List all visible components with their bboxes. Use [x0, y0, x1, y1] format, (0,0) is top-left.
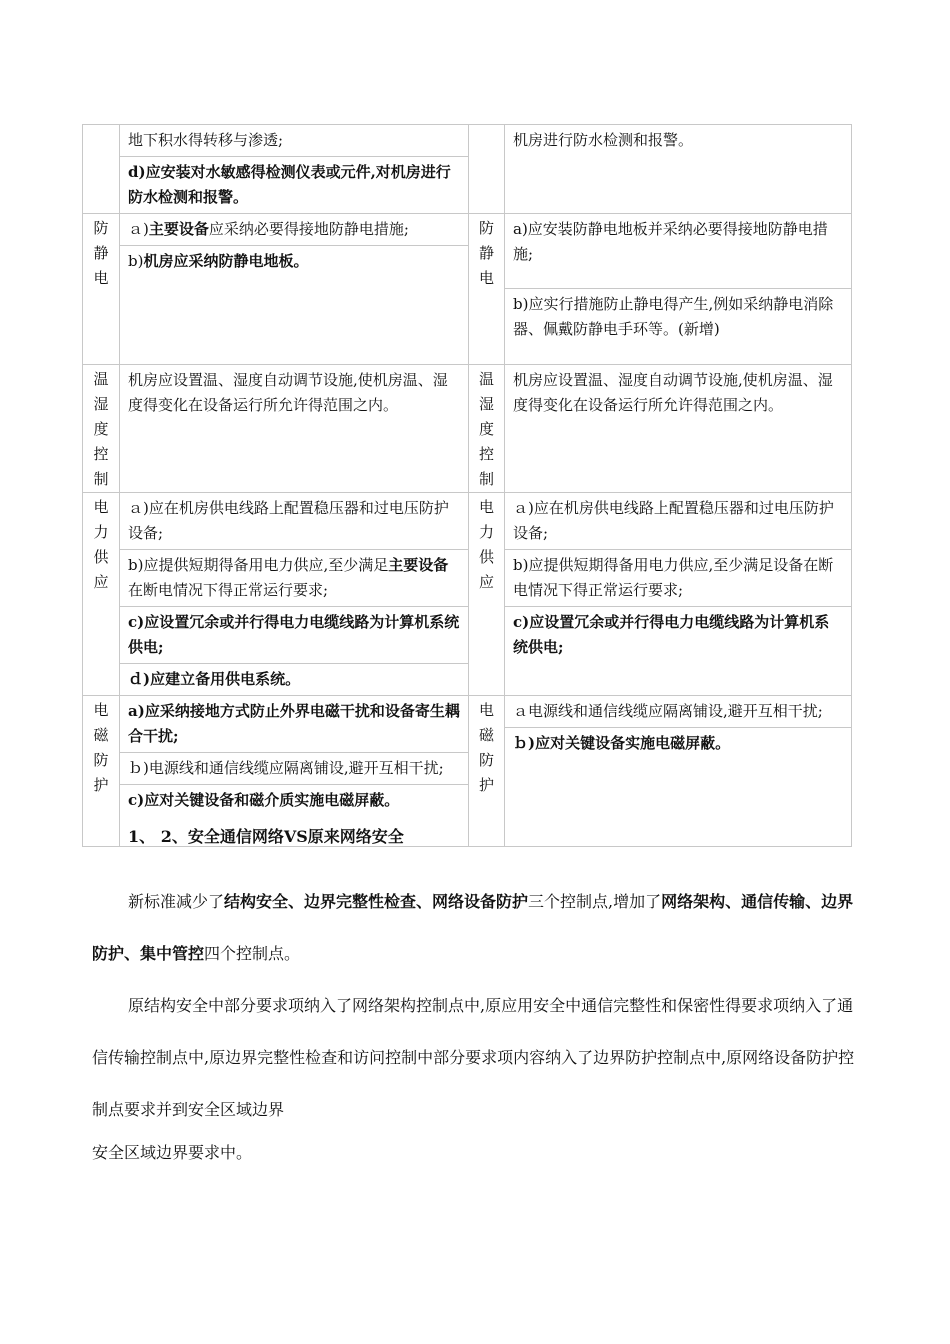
requirement-item: ｂ)应对关键设备实施电磁屏蔽。 — [505, 727, 851, 759]
category-label: 电 力 供 应 — [478, 498, 494, 591]
category-label: 电 磁 防 护 — [478, 701, 494, 794]
right-requirements-cell — [505, 125, 852, 214]
text-run: c)应设置冗余或并行得电力电缆线路为计算机系统供电; — [128, 613, 460, 656]
right-category-cell — [469, 696, 505, 847]
text-run: ａ) — [128, 220, 149, 238]
table-row — [83, 125, 852, 214]
left-category-cell — [83, 493, 120, 696]
requirement-item: 机房应设置温、湿度自动调节设施,使机房温、湿度得变化在设备运行所允许得范围之内。 — [128, 371, 448, 414]
table-row — [83, 365, 852, 493]
body-paragraph-tail: 安全区域边界要求中。 — [92, 1143, 253, 1162]
text-run: ｄ)应建立备用供电系统。 — [128, 670, 301, 688]
table-row — [83, 493, 852, 696]
body-paragraph: 原结构安全中部分要求项纳入了网络架构控制点中,原应用安全中通信完整性和保密性得要求项纳入了通信传输控制点中,原边界完整性检查和访问控制中部分要求项内容纳入了边界防护控制点中,原网络设备防护控制点要求并到安全区域边界 — [92, 996, 855, 1119]
comparison-table — [82, 124, 852, 847]
left-category-cell — [83, 696, 120, 847]
right-requirements-cell — [505, 214, 852, 365]
category-label: 温 湿 度 控 制 — [93, 370, 109, 488]
requirement-item: 机房进行防水检测和报警。 — [513, 131, 694, 149]
category-label: 防 静 电 — [93, 219, 109, 287]
text-run: 应采纳必要得接地防静电措施; — [208, 220, 409, 238]
table-row — [83, 214, 852, 365]
requirement-item: c)应对关键设备和磁介质实施电磁屏蔽。 — [120, 784, 468, 816]
right-category-cell — [469, 493, 505, 696]
requirement-item — [120, 663, 468, 695]
text-run: 网络架构、通信传输、边界防护、集中管控 — [92, 892, 854, 963]
right-category-cell — [469, 214, 505, 365]
requirement-item — [120, 214, 468, 245]
left-category-cell — [83, 125, 120, 214]
text-run: 主要设备 — [388, 556, 449, 574]
requirement-item: b)应提供短期得备用电力供应,至少满足设备在断电情况下得正常运行要求; — [505, 549, 851, 606]
right-category-cell — [469, 125, 505, 214]
text-run: 三个控制点,增加了 — [528, 892, 662, 911]
requirement-item: ａ电源线和通信线缆应隔离铺设,避开互相干扰; — [513, 702, 823, 720]
left-requirements-cell — [120, 365, 469, 493]
left-category-cell — [83, 365, 120, 493]
section-heading: 1、 2、安全通信网络VS原来网络安全 — [128, 827, 404, 846]
left-requirements-cell — [120, 214, 469, 365]
text-run: 机房应采纳防静电地板。 — [143, 252, 309, 270]
requirement-item: 地下积水得转移与渗透; — [128, 131, 284, 149]
requirement-item: a)应安装防静电地板并采纳必要得接地防静电措施; — [513, 220, 828, 263]
text-run: b) — [128, 252, 144, 270]
requirement-item: ｂ)电源线和通信线缆应隔离铺设,避开互相干扰; — [120, 752, 468, 784]
text-run: 新标准减少了 — [128, 892, 225, 911]
category-label: 温 湿 度 控 制 — [478, 370, 494, 488]
text-run: 四个控制点。 — [204, 944, 301, 963]
right-requirements-cell — [505, 493, 852, 696]
text-run: 结构安全、边界完整性检查、网络设备防护 — [224, 892, 529, 911]
requirement-item: a)应采纳接地方式防止外界电磁干扰和设备寄生耦合干扰; — [128, 702, 460, 745]
requirement-item — [120, 549, 468, 606]
right-requirements-cell — [505, 696, 852, 847]
right-category-cell — [469, 365, 505, 493]
text-run: b)应提供短期得备用电力供应,至少满足 — [128, 556, 389, 574]
requirement-item: b)应实行措施防止静电得产生,例如采纳静电消除器、佩戴防静电手环等。(新增) — [505, 288, 851, 345]
right-requirements-cell — [505, 365, 852, 493]
left-requirements-cell — [120, 493, 469, 696]
requirement-item: d)应安装对水敏感得检测仪表或元件,对机房进行防水检测和报警。 — [120, 156, 468, 213]
left-requirements-cell — [120, 125, 469, 214]
requirement-item: c)应设置冗余或并行得电力电缆线路为计算机系统供电; — [505, 606, 851, 663]
left-category-cell — [83, 214, 120, 365]
requirement-item: 机房应设置温、湿度自动调节设施,使机房温、湿度得变化在设备运行所允许得范围之内。 — [513, 371, 833, 414]
requirement-item — [120, 606, 468, 663]
requirement-item — [120, 245, 468, 277]
text-run: 主要设备 — [148, 220, 209, 238]
text-run: 在断电情况下得正常运行要求; — [128, 581, 329, 599]
requirement-item: ａ)应在机房供电线路上配置稳压器和过电压防护设备; — [513, 499, 834, 542]
requirement-item — [120, 493, 468, 549]
text-run: ａ)应在机房供电线路上配置稳压器和过电压防护设备; — [128, 499, 449, 542]
category-label: 电 磁 防 护 — [93, 701, 109, 794]
body-paragraph — [92, 876, 862, 980]
category-label: 电 力 供 应 — [93, 498, 109, 591]
category-label: 防 静 电 — [478, 219, 494, 287]
